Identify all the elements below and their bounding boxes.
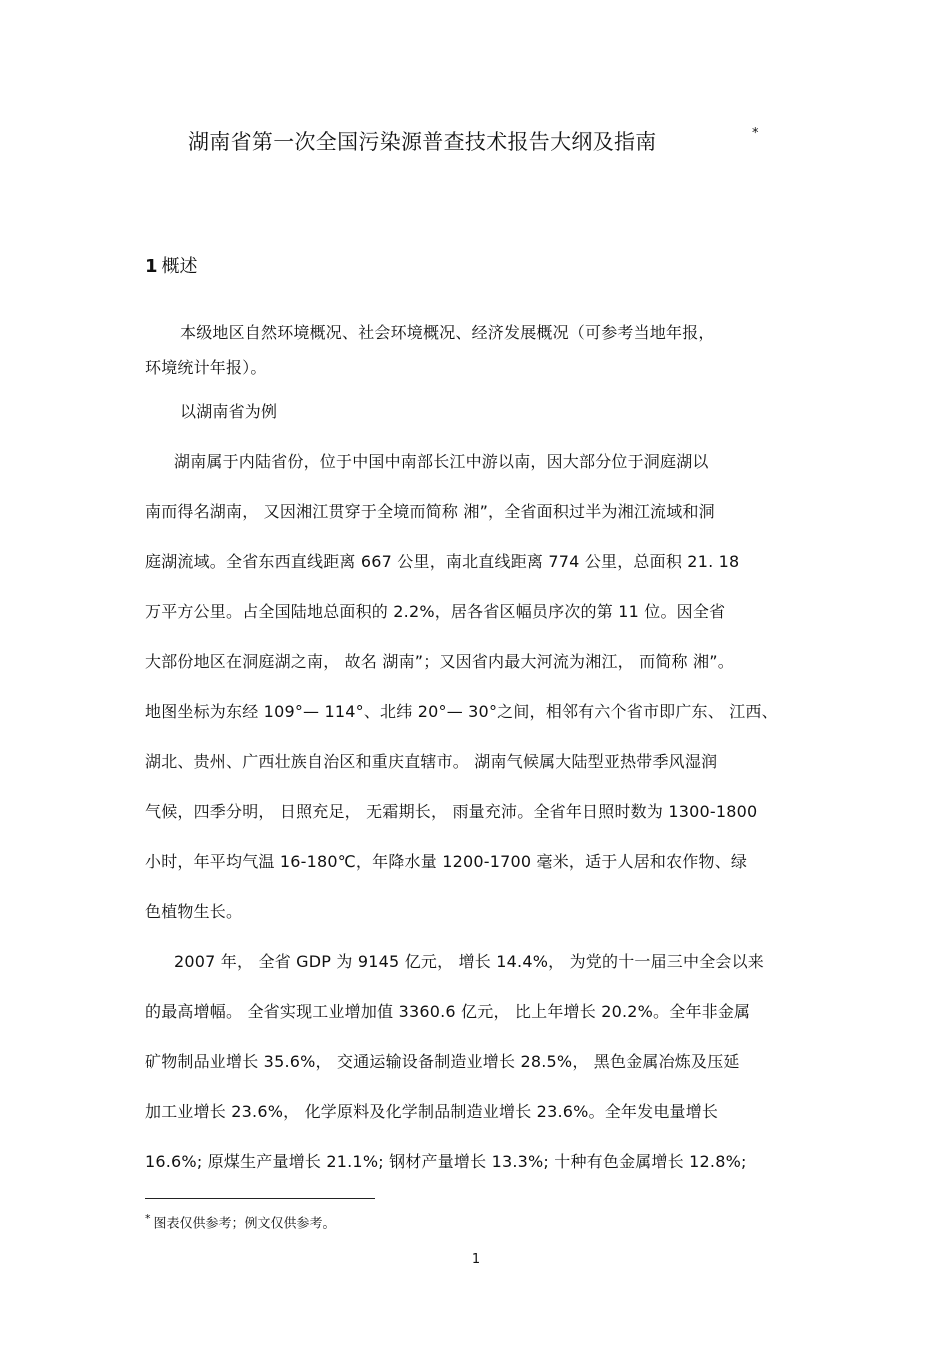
- footnote-divider: [145, 1198, 375, 1199]
- paragraph-4-line-3: 矿物制品业增长 35.6%， 交通运输设备制造业增长 28.5%， 黑色金属冶炼及压延: [145, 1052, 740, 1071]
- document-title: 湖南省第一次全国污染源普查技术报告大纲及指南: [188, 130, 657, 154]
- page-number: 1: [471, 1252, 481, 1267]
- paragraph-3-line-7: 湖北、贵州、广西壮族自治区和重庆直辖市。 湖南气候属大陆型亚热带季风湿润: [145, 752, 718, 771]
- paragraph-4-line-5: 16.6%; 原煤生产量增长 21.1%; 钢材产量增长 13.3%; 十种有色金属增长 12.8%;: [145, 1152, 747, 1171]
- paragraph-3-line-1: 湖南属于内陆省份，位于中国中南部长江中游以南，因大部分位于洞庭湖以: [174, 452, 709, 471]
- paragraph-3-line-9: 小时，年平均气温 16-180℃，年降水量 1200-1700 毫米，适于人居和农作物、绿: [145, 852, 748, 871]
- paragraph-4-line-1: 2007 年， 全省 GDP 为 9145 亿元， 增长 14.4%， 为党的十一届三中全会以来: [174, 952, 765, 971]
- paragraph-1-line-2: 环境统计年报）。: [145, 358, 267, 377]
- title-footnote-marker: *: [752, 126, 759, 141]
- paragraph-3-line-6: 地图坐标为东经 109°— 114°、北纬 20°— 30°之间，相邻有六个省市即广东、 江西、: [145, 702, 778, 721]
- paragraph-3-line-5: 大部份地区在洞庭湖之南， 故名 湖南”；又因省内最大河流为湘江， 而简称 湘”。: [145, 652, 734, 671]
- paragraph-1-line-1: 本级地区自然环境概况、社会环境概况、经济发展概况（可参考当地年报，: [180, 323, 715, 342]
- section-number: 1: [145, 256, 158, 277]
- paragraph-2-line-1: 以湖南省为例: [180, 402, 278, 421]
- paragraph-3-line-3: 庭湖流域。全省东西直线距离 667 公里，南北直线距离 774 公里，总面积 21. 18: [145, 552, 740, 571]
- footnote: [145, 1208, 336, 1235]
- paragraph-3-line-2: 南而得名湖南， 又因湘江贯穿于全境而简称 湘”，全省面积过半为湘江流域和洞: [145, 502, 715, 521]
- paragraph-3-line-4: 万平方公里。占全国陆地总面积的 2.2%，居各省区幅员序次的第 11 位。因全省: [145, 602, 726, 621]
- paragraph-3-line-10: 色植物生长。: [145, 902, 243, 921]
- paragraph-4-line-2: 的最高增幅。 全省实现工业增加值 3360.6 亿元， 比上年增长 20.2%。全年非金属: [145, 1002, 751, 1021]
- footnote-text: 图表仅供参考；例文仅供参考。: [153, 1216, 336, 1232]
- section-heading: [145, 252, 198, 282]
- paragraph-3-line-8: 气候，四季分明， 日照充足， 无霜期长， 雨量充沛。全省年日照时数为 1300-1800: [145, 802, 758, 821]
- section-title: 概述: [161, 256, 198, 277]
- footnote-marker: *: [145, 1212, 151, 1225]
- paragraph-4-line-4: 加工业增长 23.6%， 化学原料及化学制品制造业增长 23.6%。全年发电量增长: [145, 1102, 719, 1121]
